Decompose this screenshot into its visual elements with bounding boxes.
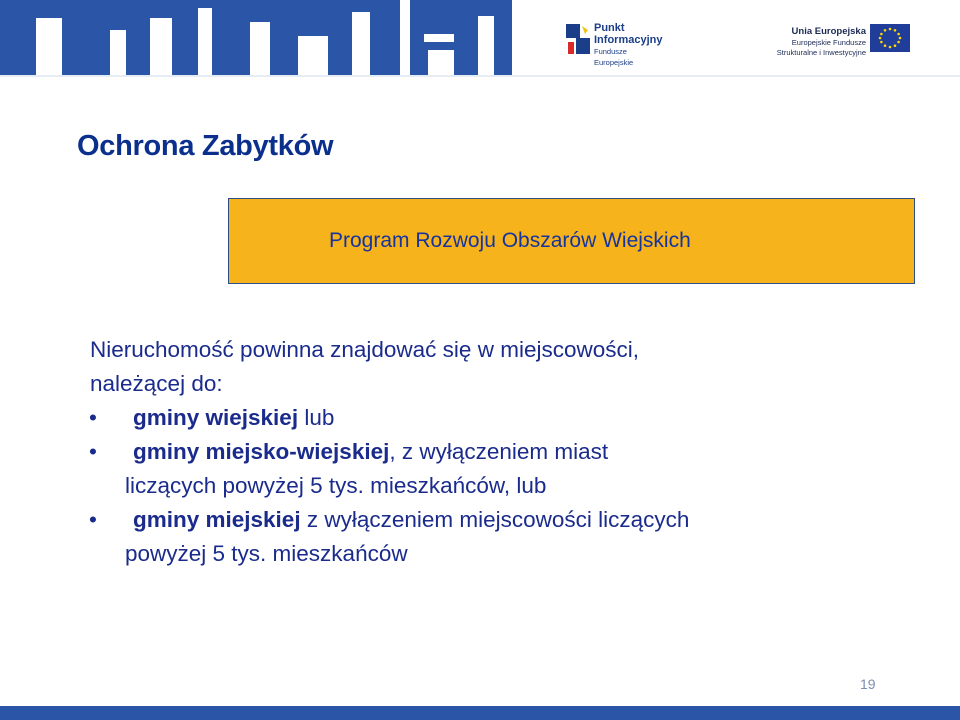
- punkt-informacyjny-logo: [566, 20, 666, 67]
- pi-logo-line1: Punkt: [594, 22, 625, 34]
- bullet-3-continuation: powyżej 5 tys. mieszkańców: [125, 541, 408, 566]
- bullet-item-3: [90, 503, 689, 537]
- bullet-2-rest: , z wyłączeniem miast: [389, 439, 609, 464]
- footer-band: [0, 706, 960, 720]
- bullet-1-rest: lub: [298, 405, 335, 430]
- pi-logo-line3: Fundusze Europejskie: [594, 47, 634, 67]
- eu-logo-text: [777, 26, 866, 58]
- bullet-3-rest: z wyłączeniem miejscowości liczących: [300, 507, 690, 532]
- header-decorative-band: [0, 0, 512, 75]
- slide-title: Ochrona Zabytków: [77, 130, 334, 162]
- eu-flag-icon: [870, 24, 910, 52]
- bullet-icon: •: [89, 507, 97, 532]
- bullet-item-2: [90, 435, 689, 469]
- bullet-icon: •: [89, 439, 97, 464]
- bullet-3-bold: gminy miejskiej: [133, 507, 301, 532]
- pi-logo-line2: Informacyjny: [594, 34, 663, 46]
- bullet-icon: •: [89, 405, 97, 430]
- slide-body: [90, 333, 689, 571]
- intro-line-1: Nieruchomość powinna znajdować się w miejscowości,: [90, 337, 639, 362]
- bullet-2-bold: gminy miejsko-wiejskiej: [133, 439, 390, 464]
- pi-star-icon: [566, 20, 590, 58]
- program-callout-text: Program Rozwoju Obszarów Wiejskich: [329, 229, 691, 252]
- bullet-1-bold: gminy wiejskiej: [133, 405, 299, 430]
- intro-line-2: należącej do:: [90, 371, 223, 396]
- eu-logo-line3: Strukturalne i Inwestycyjne: [776, 48, 866, 57]
- bullet-2-continuation: liczących powyżej 5 tys. mieszkańców, lub: [125, 473, 547, 498]
- page-number: 19: [860, 676, 876, 692]
- program-callout-box: [228, 198, 915, 284]
- header-divider: [0, 75, 960, 77]
- eu-logo-line2: Europejskie Fundusze: [791, 38, 866, 47]
- eu-logo-line1: Unia Europejska: [791, 26, 866, 37]
- bullet-item-1: [90, 401, 689, 435]
